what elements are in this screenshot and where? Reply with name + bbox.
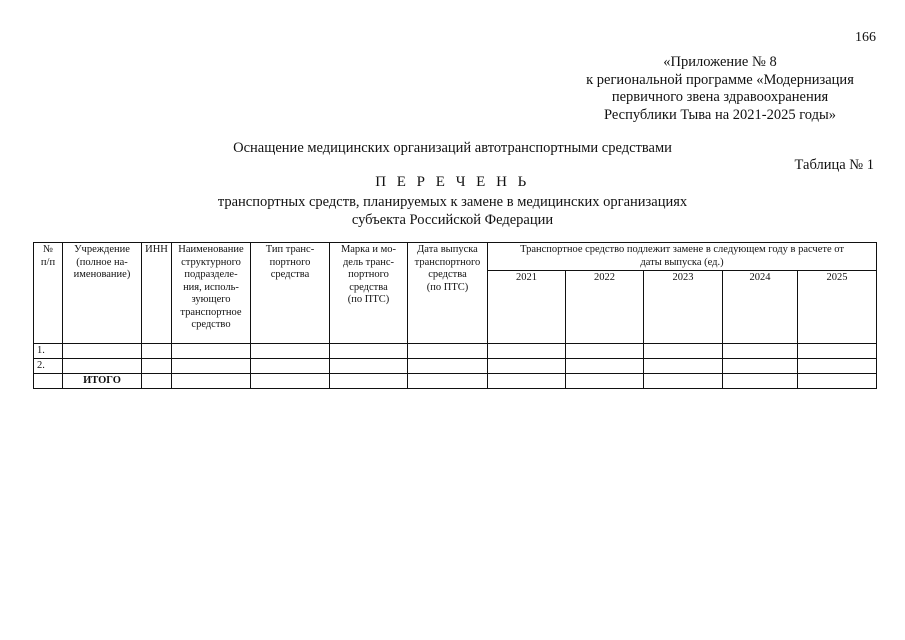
header-year: 2024 xyxy=(723,271,798,344)
table-cell xyxy=(142,344,172,359)
table-cell xyxy=(408,359,488,374)
table-cell xyxy=(798,374,877,389)
table-cell xyxy=(172,344,251,359)
header-year: 2021 xyxy=(488,271,566,344)
table-cell xyxy=(330,359,408,374)
header-text: портного xyxy=(269,256,311,268)
header-text: Учреждение xyxy=(74,244,130,255)
total-row xyxy=(34,374,877,389)
table-cell xyxy=(172,374,251,389)
table-number: Таблица № 1 xyxy=(794,157,874,173)
header-text: Марка и мо- xyxy=(340,244,397,255)
page-number: 166 xyxy=(855,30,876,45)
header-year: 2022 xyxy=(566,271,644,344)
table-cell xyxy=(488,359,566,374)
header-text: именование) xyxy=(73,269,131,280)
header-text: транспортного xyxy=(414,256,481,268)
header-text: подразделе- xyxy=(184,269,238,280)
row-number: 1. xyxy=(34,344,63,359)
row-number xyxy=(34,374,63,389)
row-label xyxy=(63,344,142,359)
header-text: зующего xyxy=(191,294,231,305)
header-text: п/п xyxy=(40,256,56,268)
header-release-date xyxy=(408,243,488,344)
table-cell xyxy=(566,344,644,359)
table-cell xyxy=(723,344,798,359)
header-text: Наименование xyxy=(178,244,244,255)
header-text: ния, исполь- xyxy=(183,281,239,293)
table-cell xyxy=(330,374,408,389)
header-text: (по ПТС) xyxy=(347,294,390,305)
table-cell xyxy=(644,359,723,374)
row-label-total: ИТОГО xyxy=(63,374,142,389)
header-text: средства xyxy=(428,269,467,280)
header-text: Дата выпуска xyxy=(417,244,478,255)
vehicle-replacement-table xyxy=(33,242,877,389)
list-heading: П Е Р Е Ч Е Н Ь xyxy=(375,174,530,190)
row-label xyxy=(63,359,142,374)
header-year: 2023 xyxy=(644,271,723,344)
header-text: Тип транс- xyxy=(265,244,315,255)
table-cell xyxy=(488,374,566,389)
table-cell xyxy=(142,374,172,389)
header-text: № xyxy=(42,244,54,255)
header-year: 2025 xyxy=(798,271,877,344)
table-cell xyxy=(172,359,251,374)
table-cell xyxy=(251,344,330,359)
header-text: (по ПТС) xyxy=(426,281,469,293)
table-cell xyxy=(644,374,723,389)
header-replacement-group xyxy=(488,243,877,271)
table-row xyxy=(34,344,877,359)
list-subtitle xyxy=(0,193,905,229)
table-cell xyxy=(566,359,644,374)
table-cell xyxy=(142,359,172,374)
header-num xyxy=(34,243,63,344)
table-cell xyxy=(251,374,330,389)
header-text: Транспортное средство подлежит замене в следующем году в расчете от xyxy=(520,244,844,255)
header-text: средства xyxy=(270,269,310,280)
header-text: средство xyxy=(191,319,231,330)
table-cell xyxy=(798,344,877,359)
header-text: ИНН xyxy=(145,244,168,255)
header-vehicle-type xyxy=(251,243,330,344)
header-row xyxy=(34,243,877,271)
table-cell xyxy=(330,344,408,359)
appendix-note xyxy=(560,54,880,124)
header-text: структурного xyxy=(181,256,241,268)
table-cell xyxy=(723,359,798,374)
header-text: средства xyxy=(349,281,388,293)
appendix-line: к региональной программе «Модернизация xyxy=(586,71,854,88)
appendix-line: Республики Тыва на 2021-2025 годы» xyxy=(603,106,837,123)
table-cell xyxy=(798,359,877,374)
header-text: даты выпуска (ед.) xyxy=(640,256,724,268)
header-text: дель транс- xyxy=(342,256,395,268)
table-cell xyxy=(408,374,488,389)
header-brand-model xyxy=(330,243,408,344)
table-cell xyxy=(644,344,723,359)
row-number: 2. xyxy=(34,359,63,374)
table-cell xyxy=(488,344,566,359)
subtitle-line: субъекта Российской Федерации xyxy=(351,212,554,228)
header-text: (полное на- xyxy=(76,256,128,268)
table-cell xyxy=(723,374,798,389)
appendix-line: первичного звена здравоохранения xyxy=(611,89,829,105)
header-institution xyxy=(63,243,142,344)
table-cell xyxy=(566,374,644,389)
table-row xyxy=(34,359,877,374)
table-cell xyxy=(408,344,488,359)
appendix-line: «Приложение № 8 xyxy=(663,54,777,70)
header-inn xyxy=(142,243,172,344)
header-text: портного xyxy=(348,269,389,280)
header-text: транспортное xyxy=(180,306,242,318)
subtitle-line: транспортных средств, планируемых к замене в медицинских организациях xyxy=(217,194,688,210)
table-cell xyxy=(251,359,330,374)
document-title: Оснащение медицинских организаций автотранспортными средствами xyxy=(233,140,672,156)
header-division xyxy=(172,243,251,344)
